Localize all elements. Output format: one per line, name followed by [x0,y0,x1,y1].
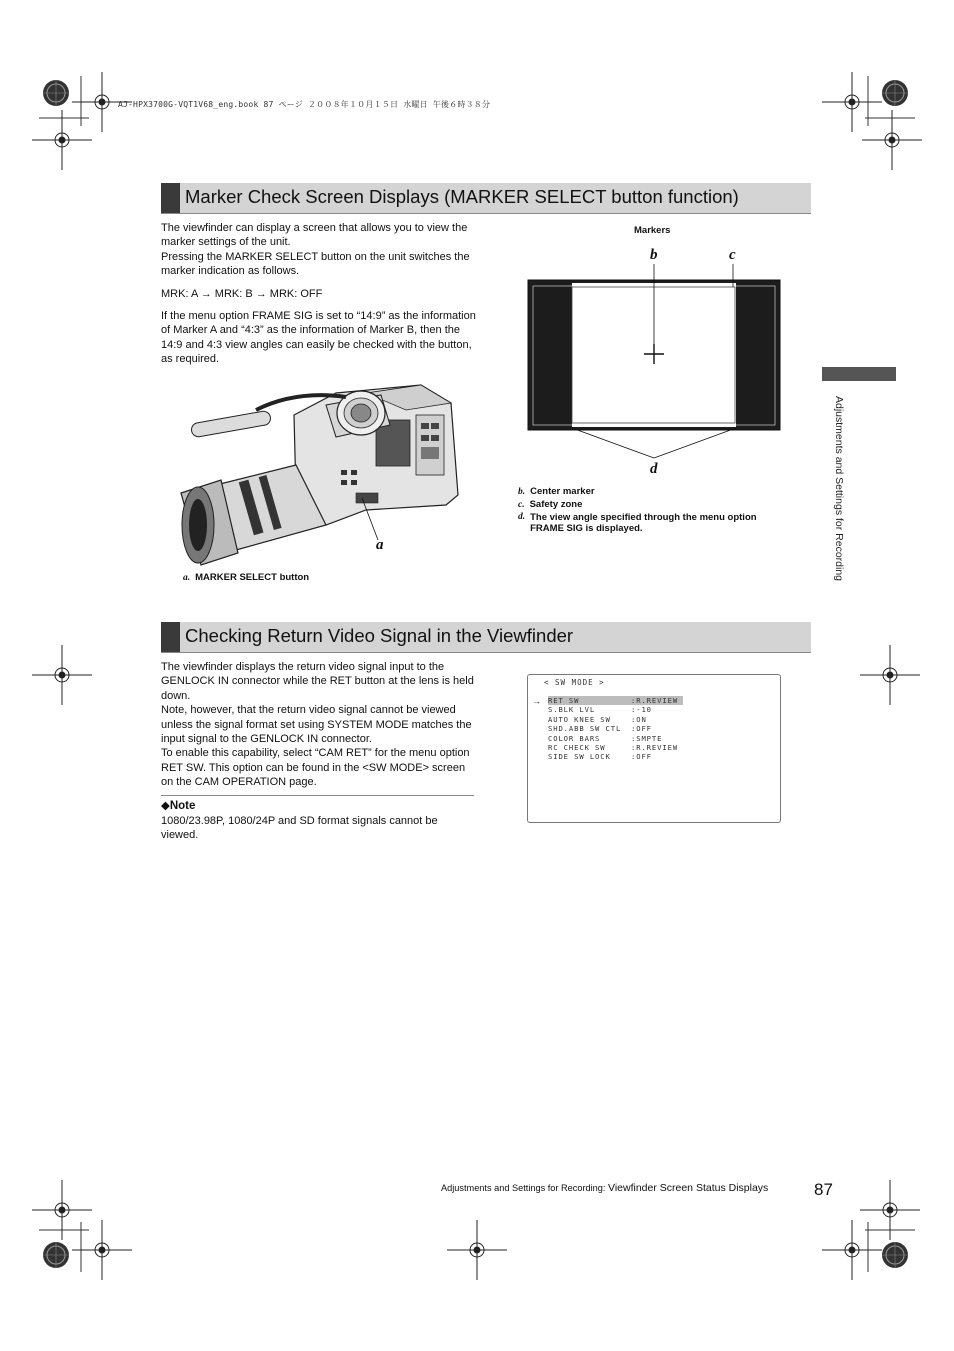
legend-item [518,486,788,497]
legend-item [518,499,788,510]
side-label-text: Adjustments and Settings for Recording [833,396,845,582]
note-divider [161,795,474,796]
section-heading-return-video [161,622,811,653]
osd-key: S.BLK LVL [548,705,596,715]
file-header: AJ-HPX3700G-VQT1V68_eng.book 87 ページ ２００８年１０月１５日 水曜日 午後６時３８分 [118,100,491,109]
osd-key: AUTO KNEE SW [548,714,611,724]
callout-c: c [729,247,736,263]
camera-caption [183,572,309,583]
osd-value: :R.REVIEW [631,743,679,752]
note-text: 1080/23.98P, 1080/24P and SD format signals cannot be viewed. [161,815,438,842]
paragraph: To enable this capability, select “CAM RET” for the menu option RET SW. This option can be found in the <SW MODE> screen on the CAM OPERATION page. [161,747,470,789]
osd-key: COLOR BARS [548,733,601,743]
callout-b: b [650,247,658,263]
osd-row [548,743,683,752]
osd-row-selected [548,696,683,705]
callout-a: a [376,537,384,553]
osd-row [548,724,683,733]
note-label: ◆Note [161,800,196,812]
legend-text: Safety zone [529,499,583,510]
footer-topic: Viewfinder Screen Status Displays [608,1182,769,1194]
osd-title: < SW MODE > [544,678,605,687]
legend-letter: b. [518,487,526,497]
markers-diagram [520,260,790,475]
osd-value: :OFF [631,724,652,734]
paragraph-sequence: MRK: A → MRK: B → MRK: OFF [161,287,323,300]
paragraph: If the menu option FRAME SIG is set to “14:9” as the information of Marker A and “4:3” as the information of Marker B, then the 14:9 and 4:3 view angles can easily be checked with the button, as required. [161,310,476,366]
osd-value: :R.REVIEW [631,696,679,705]
crosshair-mark [32,645,92,705]
heading-bar [161,183,180,213]
crosshair-mark [72,1220,132,1280]
crosshair-mark [447,1220,507,1280]
page-number: 87 [814,1180,833,1199]
markers-title: Markers [634,225,671,236]
osd-value: :ON [631,714,647,724]
osd-key: RC CHECK SW [548,743,606,752]
paragraph: The viewfinder can display a screen that allows you to view the marker settings of the unit. [161,222,468,249]
crosshair-mark [32,110,92,170]
caption-text: MARKER SELECT button [195,572,310,583]
footer-breadcrumb [441,1182,768,1194]
registration-circle-mark [865,1222,925,1282]
section-title: Marker Check Screen Displays (MARKER SELECT button function) [185,186,739,207]
section2-text [161,660,477,790]
paragraph: Note, however, that the return video signal cannot be viewed unless the signal format set using SYSTEM MODE matches the input signal to the GENLOCK IN connector. [161,704,472,746]
paragraph: Pressing the MARKER SELECT button on the unit switches the marker indication as follows. [161,250,470,278]
osd-row [548,734,683,743]
legend-letter: c. [518,500,525,510]
osd-value: :SMPTE [631,733,663,743]
osd-key: SHD.ABB SW CTL [548,724,622,734]
osd-row [548,715,683,724]
legend-text: The view angle specified through the menu option FRAME SIG is displayed. [530,512,757,534]
side-chapter-label [833,396,847,586]
footer-chapter: Adjustments and Settings for Recording: [441,1183,608,1193]
osd-row [548,705,683,714]
caption-letter: a. [183,573,191,583]
heading-bar [161,622,180,652]
section-title: Checking Return Video Signal in the Viewfinder [185,625,574,646]
legend-item [518,512,788,534]
callout-d: d [650,461,658,477]
section-heading-marker-check [161,183,811,214]
legend-text: Center marker [530,486,595,497]
osd-row [548,752,683,761]
sw-mode-menu-screen [527,674,781,823]
camera-illustration [176,375,466,570]
chapter-thumb-tab [822,367,896,381]
crosshair-mark [860,645,920,705]
paragraph: The viewfinder displays the return video signal input to the GENLOCK IN connector while the RET button at the lens is held down. [161,661,474,702]
crosshair-mark [862,110,922,170]
osd-value: :-10 [631,705,652,715]
osd-key: RET SW [548,696,580,705]
section1-text [161,221,477,367]
osd-key: SIDE SW LOCK [548,752,611,762]
legend-letter: d. [518,512,526,522]
markers-legend [518,486,788,534]
selection-arrow-icon: → [532,696,541,706]
osd-value: :OFF [631,752,652,762]
